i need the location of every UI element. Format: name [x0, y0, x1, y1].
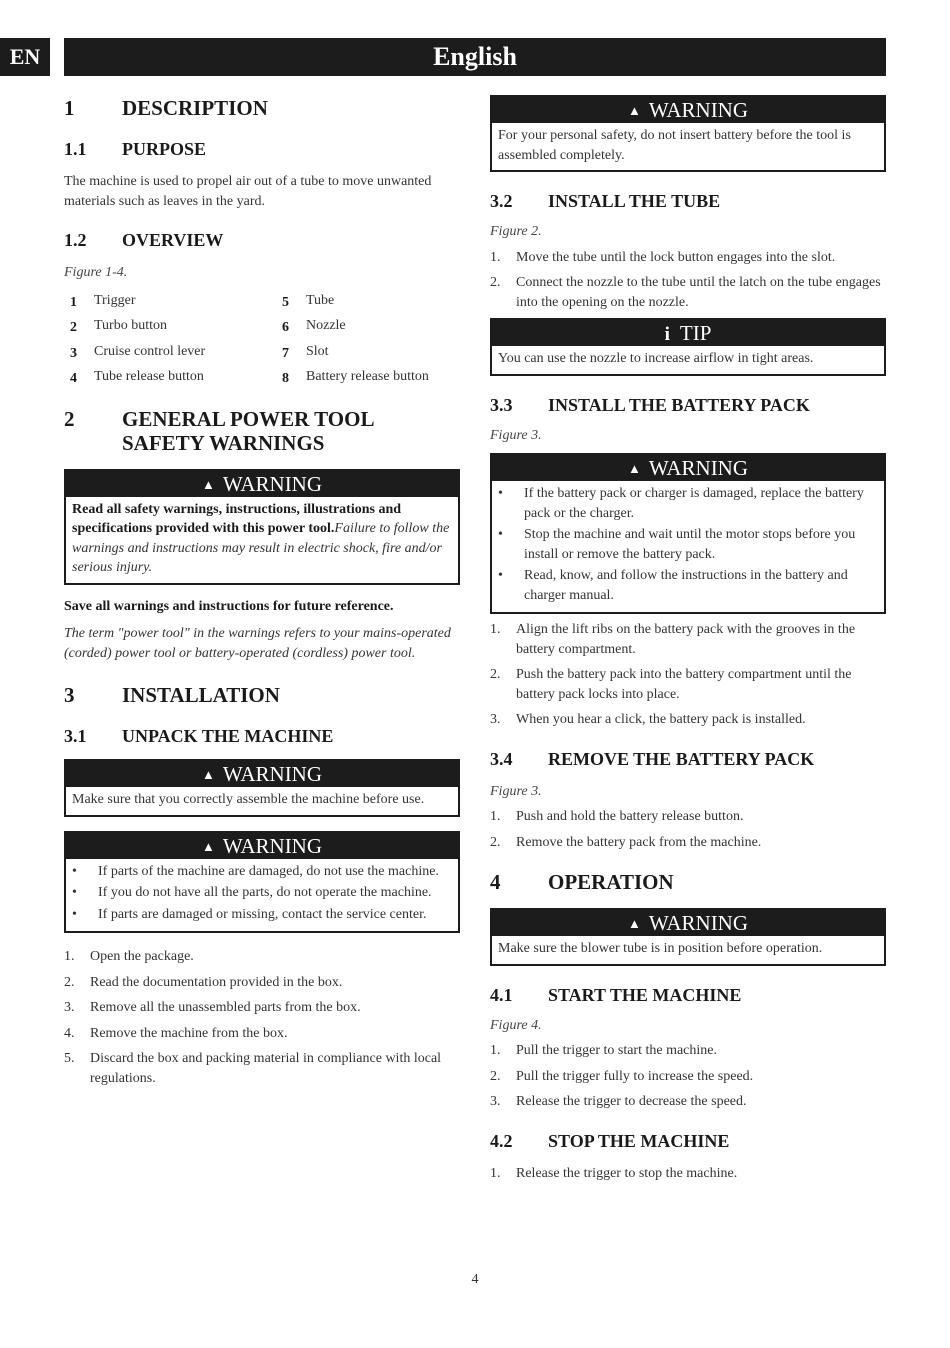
warning-box-assemble: [64, 759, 460, 817]
battery-steps-list: [490, 620, 886, 730]
warning-text: Make sure that you correctly assemble the machine before use.: [72, 792, 425, 807]
warning-box-operation: [490, 908, 886, 966]
tip-text: You can use the nozzle to increase airflow in tight areas.: [498, 351, 814, 366]
warning-box-parts: [64, 831, 460, 934]
save-instructions-text: Save all warnings and instructions for future reference.: [64, 598, 394, 614]
legend-label: Tube: [306, 292, 335, 308]
warning-bullet: • If parts of the machine are damaged, do not use the machine.: [72, 863, 439, 879]
warning-text: Make sure the blower tube is in position before operation.: [498, 941, 823, 956]
legend-number: 7: [282, 345, 289, 361]
list-item: 5. Discard the box and packing material in compliance with local regulations.: [64, 1051, 442, 1086]
warning-triangle-icon: ▲: [627, 103, 641, 118]
remove-steps-list: [490, 807, 886, 852]
page-number: 4: [471, 1272, 479, 1287]
section-heading-3-2: 3.2 INSTALL THE TUBE: [490, 191, 721, 211]
legend-number: 8: [282, 371, 289, 386]
parts-legend: [64, 291, 460, 389]
legend-label: Turbo button: [94, 318, 168, 333]
legend-label: Trigger: [94, 292, 136, 308]
legend-label: Battery release button: [306, 369, 429, 384]
start-steps-list: [490, 1041, 886, 1112]
section-heading-4: 4 OPERATION: [490, 870, 674, 894]
list-item: 1. Open the package.: [64, 949, 194, 964]
warning-header: ▲ WARNING: [66, 471, 458, 497]
warning-header: ▲ WARNING: [66, 833, 458, 859]
figure-reference: Figure 4.: [490, 1017, 542, 1033]
list-item: 2. Push the battery pack into the battery compartment until the battery pack locks into place.: [490, 667, 852, 702]
legend-number: 4: [70, 371, 77, 386]
section-heading-3-1: 3.1 UNPACK THE MACHINE: [64, 726, 334, 746]
figure-reference: Figure 3.: [490, 783, 542, 799]
warning-bullet: • If the battery pack or charger is damaged, replace the battery pack or the charger.: [498, 486, 864, 521]
tip-box: [490, 318, 886, 376]
list-item: 1. Move the tube until the lock button engages into the slot.: [490, 249, 836, 265]
section-heading-2: 2 GENERAL POWER TOOL SAFETY WARNINGS: [64, 406, 375, 455]
purpose-text: The machine is used to propel air out of a tube to move unwanted materials such as leaves in the yard.: [64, 174, 432, 209]
list-item: 2. Pull the trigger fully to increase the speed.: [490, 1068, 754, 1084]
legend-number: 3: [70, 345, 77, 361]
legend-label: Cruise control lever: [94, 343, 206, 359]
warning-box-battery-insert: [490, 95, 886, 172]
warning-triangle-icon: ▲: [201, 838, 215, 854]
warning-header: ▲ WARNING: [492, 910, 884, 936]
section-heading-3: 3 INSTALLATION: [64, 683, 280, 707]
warning-triangle-icon: ▲: [627, 916, 641, 931]
legend-label: Nozzle: [306, 318, 346, 333]
info-icon: i: [664, 324, 670, 345]
figure-reference: Figure 3.: [490, 427, 542, 443]
list-item: 1. Align the lift ribs on the battery pack with the grooves in the battery compartment.: [490, 622, 856, 657]
section-heading-1-1: 1.1 PURPOSE: [64, 139, 207, 159]
list-item: 1. Pull the trigger to start the machine.: [490, 1043, 718, 1058]
list-item: 2. Read the documentation provided in the box.: [64, 974, 343, 990]
section-heading-1-2: 1.2 OVERVIEW: [64, 230, 224, 250]
language-tab: EN: [0, 38, 50, 76]
right-column: [490, 95, 886, 1189]
warning-triangle-icon: ▲: [627, 461, 641, 476]
warning-box-safety: [64, 469, 460, 585]
tip-header: i TIP: [492, 320, 884, 346]
warning-bullet: • If you do not have all the parts, do not operate the machine.: [72, 885, 432, 900]
power-tool-term-text: The term "power tool" in the warnings refers to your mains-operated (corded) power tool or battery-operated (cordless) power tool.: [64, 626, 451, 661]
list-item: 2. Remove the battery pack from the machine.: [490, 834, 762, 850]
section-heading-1: 1 DESCRIPTION: [64, 96, 268, 120]
warning-bold-text: Read all safety warnings, instructions, illustrations and specifications provided with this power tool.: [72, 501, 402, 536]
legend-number: 2: [70, 320, 77, 335]
left-column: [64, 90, 460, 1094]
figure-reference: Figure 2.: [490, 224, 542, 239]
list-item: 1. Push and hold the battery release button.: [490, 809, 744, 824]
warning-triangle-icon: ▲: [201, 476, 215, 492]
legend-label: Slot: [306, 343, 329, 359]
warning-bullet: • If parts are damaged or missing, contact the service center.: [72, 906, 427, 922]
warning-header: ▲ WARNING: [492, 97, 884, 123]
list-item: 1. Release the trigger to stop the machine.: [490, 1165, 738, 1181]
warning-header: ▲ WARNING: [66, 761, 458, 787]
warning-text: For your personal safety, do not insert battery before the tool is assembled completely.: [498, 128, 851, 163]
warning-bullet: • Read, know, and follow the instructions in the battery and charger manual.: [498, 568, 848, 603]
section-heading-4-2: 4.2 STOP THE MACHINE: [490, 1130, 730, 1151]
list-item: 4. Remove the machine from the box.: [64, 1025, 288, 1041]
section-heading-3-4: 3.4 REMOVE THE BATTERY PACK: [490, 748, 815, 769]
list-item: 3. When you hear a click, the battery pack is installed.: [490, 712, 806, 727]
list-item: 3. Release the trigger to decrease the speed.: [490, 1094, 747, 1109]
warning-italic-text: Failure to follow the warnings and instructions may result in electric shock, fire and/or serious injury.: [72, 521, 450, 575]
legend-number: 1: [70, 294, 77, 310]
stop-steps-list: [490, 1164, 886, 1184]
section-heading-4-1: 4.1 START THE MACHINE: [490, 984, 742, 1005]
warning-triangle-icon: ▲: [201, 767, 215, 782]
list-item: 3. Remove all the unassembled parts from the box.: [64, 1000, 361, 1015]
legend-number: 5: [282, 294, 289, 310]
warning-box-battery-pack: [490, 453, 886, 614]
list-item: 2. Connect the nozzle to the tube until the latch on the tube engages into the opening on the nozzle.: [490, 275, 881, 310]
figure-reference: Figure 1-4.: [64, 265, 128, 280]
page-title: English: [64, 38, 886, 76]
tube-steps-list: [490, 248, 886, 313]
warning-header: ▲ WARNING: [492, 455, 884, 481]
warning-bullet: • Stop the machine and wait until the motor stops before you install or remove the battery pack.: [498, 527, 856, 562]
unpack-steps-list: [64, 947, 460, 1088]
legend-number: 6: [282, 320, 289, 335]
legend-label: Tube release button: [94, 369, 204, 384]
section-heading-3-3: 3.3 INSTALL THE BATTERY PACK: [490, 394, 810, 415]
